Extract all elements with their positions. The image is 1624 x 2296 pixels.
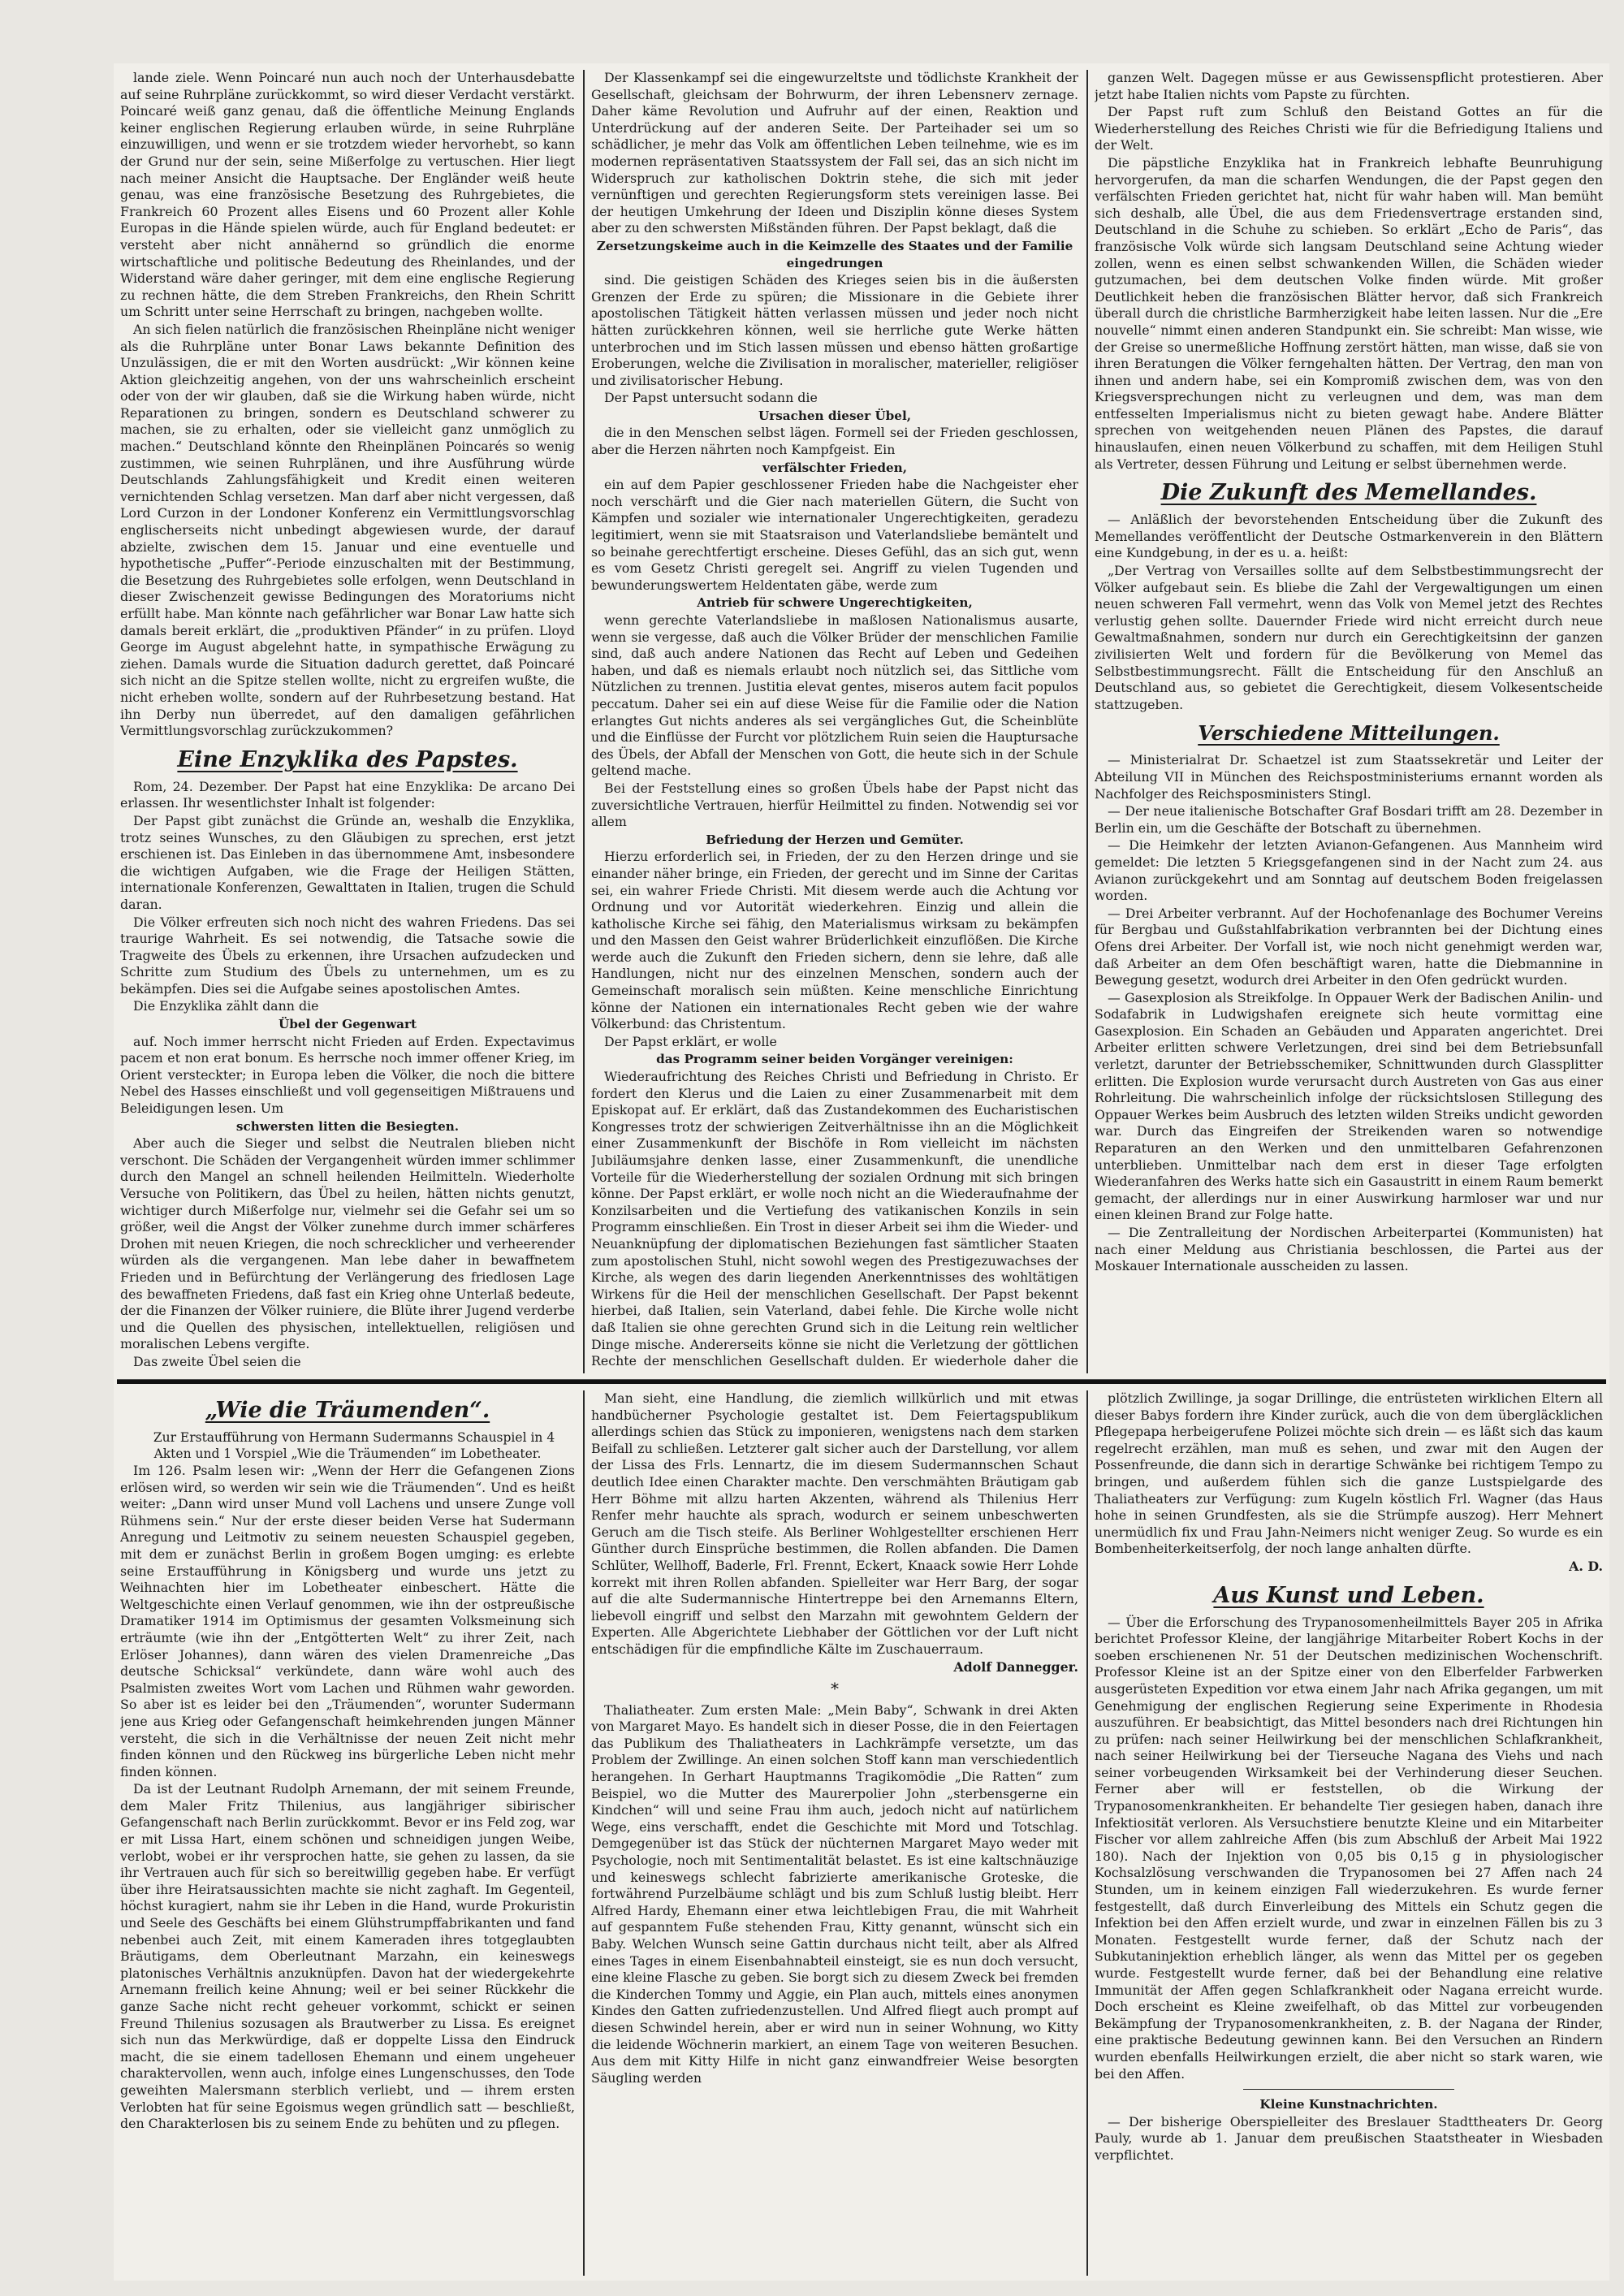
paragraph: — Über die Erforschung des Trypanosomenheilmittels Bayer 205 in Afrika berichtet Professor Kleine, der langjährige Mitarbeiter Robert Kochs in der soeben erschienenen Nr. 51 der Deutschen medizinischen Wochenschrift. Professor Kleine ist an der Spitze einer von den Elberfelder Farbwerken ausgerüsteten Expedition vor etwa einem Jahr nach Afrika gegangen, um mit Genehmigung der englischen Regierung seine Experimente in Rhodesia auszuführen. Er beabsichtigt, das Mittel besonders nach drei Richtungen hin zu prüfen: nach seiner Heilwirkung bei der menschlichen Schlafkrankheit, nach seiner Heilwirkung bei der Tierseuche Nagana des Viehs und nach seiner vorbeugenden Wirksamkeit bei der Verhinderung dieser Seuchen. Ferner aber will er feststellen, ob die Wirkung der Trypanosomenkrankheiten. Er behandelte Tier gesiegen haben, danach ihre Infektiosität verloren. Als Versuchstiere benutzte Kleine und ein Mitarbeiter Fischer vor allem zahlreiche Affen (bis zum Abschluß der Arbeit Mai 1922 180). Nach der Injektion von 0,05 bis 0,15 g in physiologischer Kochsalzlösung verschwanden die Trypanosomen bei 27 Affen nach 24 Stunden, um in keinem einzigen Fall wiederzukehren. Es wurde ferner festgestellt, daß durch Einverleibung des Mittels ein Schutz gegen die Infektion bei den Affen erzielt wurde, und zwar in einzelnen Fällen bis zu 3 Monaten. Festgestellt wurde ferner, daß der Schutz nach der Subkutaninjektion erheblich länger, als wenn das Mittel per os gegeben wurde. Festgestellt wurde ferner, daß bei der Behandlung eine relative Immunität der Affen gegen Schlafkrankheit oder Nagana erreicht wurde. Doch erscheint es Kleine zweifelhaft, ob das Mittel zur vorbeugenden Bekämpfung der Trypanosomenkrankheiten, z. B. der Nagana der Rinder, eine praktische Bedeutung gewinnen kann. Bei den Versuchen an Rindern wurden ebenfalls Heilwirkungen erzielt, die aber nicht so stark waren, wie bei den Affen. [1095,1614,1603,2082]
paragraph: Der Papst erklärt, er wolle [604,1033,777,1049]
subheading: Ursachen dieser Übel, [758,408,912,423]
column-rule [583,70,585,1373]
subheading: Kleine Kunstnachrichten. [1259,2097,1438,2112]
bottom-column-3 [1095,1390,1603,2276]
paragraph: — Die Heimkehr der letzten Avianon-Gefangenen. Aus Mannheim wird gemeldet: Die letzten 5 Kriegsgefangenen sind in der Nacht zum 24. aus Avianon zurückgekehrt und am Sonntag auf deutschem Boden freigelassen worden. [1095,837,1603,904]
paragraph: Der Papst gibt zunächst die Gründe an, weshalb die Enzyklika, trotz seines Wunsches, zu den Gläubigen zu sprechen, erst jetzt erschienen ist. Das Einleben in das übernommene Amt, insbesondere die wichtigen Aufgaben, wie die Frage der Heiligen Stätten, internationale Konferenzen, Gewalttaten in Italien, trugen die Schuld daran. [120,812,575,912]
paragraph: — Gasexplosion als Streikfolge. In Oppauer Werk der Badischen Anilin- und Sodafabrik in Ludwigshafen ereignete sich heute vormittag eine Gasexplosion. Ein Schaden an Gebäuden und Apparaten angerichtet. Drei Arbeiter erlitten schwere Verletzungen, drei sind bei dem Betriebsunfall verletzt, darunter der Betriebsschemiker, Schnittwunden durch Glassplitter erlitten. Die Explosion wurde verursacht durch Austreten von Gas aus einer Rohrleitung. Die wahrscheinlich infolge der rücksichtslosen Stillegung des Oppauer Werkes beim Ausbruch des letzten wilden Streiks undicht geworden war. Durch das Eingreifen der Streikenden waren so notwendige Reparaturen an den Werken und den unmittelbaren Gefahrenzonen unterblieben. Unmittelbar nach dem erst in dieser Tage erfolgten Wiederanfahren des Werks hatte sich ein Gasaustritt in einem Raum bemerkt gemacht, der allerdings nur in einer Auswirkung harmloser war und nur einen kleinen Brand zur Folge hatte. [1095,989,1603,1223]
newspaper-page [114,63,1609,2281]
author-signature: A. D. [1569,1558,1603,1574]
subheading: schwersten litten die Besiegten. [235,1118,460,1134]
subheading: verfälschter Frieden, [762,460,907,475]
paragraph: ein auf dem Papier geschlossener Frieden habe die Nachgeister eher noch verschärft und die Gier nach materiellen Gütern, die Sucht von Kämpfen und sozialer wie internationaler Ungerechtigkeiten, geradezu legitimiert, wenn sie mit Staatsraison und Vaterlandsliebe bemäntelt und so beinahe gerechtfertigt erscheine. Dieses Gefühl, das an sich gut, wenn es vom Gesetz Christi geregelt sei. Angriff zu vielen Tugenden und bewunderungswertem Heldentaten gäbe, werde zum [591,477,1078,593]
headline-mitteilungen: Verschiedene Mitteilungen. [1198,721,1500,746]
bottom-column-1 [120,1390,575,2276]
subheading: Zersetzungskeime auch in die Keimzelle des Staates und der Familie eingedrungen [596,238,1073,270]
subheading: Befriedung der Herzen und Gemüter. [706,832,964,847]
paragraph: sind. Die geistigen Schäden des Krieges seien bis in die äußersten Grenzen der Erde zu spüren; die Missionare in die Gebiete ihrer apostolischen Tätigkeit hätten verlassen müssen und jeder noch nicht hätten zurückkehren können, weil sie herrliche gute Werke hätten unterbrochen und im Stich lassen müssen und ebenso hätten großartige Eroberungen, welche die Zivilisation in moralischer, materieller, religiöser und zivilisatorischer Hebung. [591,272,1078,388]
paragraph: Das zweite Übel seien die [133,1353,301,1369]
column-rule [1086,1390,1088,2276]
paragraph: Der Papst ruft zum Schluß den Beistand Gottes an für die Wiederherstellung des Reiches Christi wie für die Befriedigung Italiens und der Welt. [1095,104,1603,153]
paragraph: An sich fielen natürlich die französischen Rheinpläne nicht weniger als die Ruhrpläne unter Bonar Laws bekannte Definition des Unzulässigen, die er mit den Worten ausdrückt: „Wir können keine Aktion gleichzeitig angehen, von der uns wahrscheinlich erscheint oder von der wir glauben, daß sie die Wirkung haben würde, nicht Reparationen zu bringen, sondern es Deutschland schwerer zu machen, sie zu erhalten, oder sie vielleicht ganz unmöglich zu machen.“ Deutschland könnte den Rheinplänen Poincarés so wenig zustimmen, wie seinen Ruhrplänen, und ihre Ausführung würde Deutschlands Zahlungsfähigkeit und Kredit einen weiteren vernichtenden Schlag versetzen. Man darf aber nicht vergessen, daß Lord Curzon in der Londoner Konferenz ein Vermittlungsvorschlag englischerseits nicht unbedingt abgewiesen wurde, der darauf abzielte, zwischen dem 15. Januar und eine eventuelle und hypothetische „Puffer“-Periode einzuschalten mit der Bestimmung, die Besetzung des Ruhrgebietes solle erfolgen, wenn Deutschland in dieser Zwischenzeit gewisse Bedingungen des Moratoriums nicht erfüllt habe. Man könnte nach gefährlicher war Bonar Law hatte sich damals bereit erklärt, die „produktiven Pfänder“ in zu prüfen. Lloyd George im August abgelehnt hatte, in sympathische Erwägung zu ziehen. Damals wurde die Situation dadurch gerettet, daß Poincaré sich nicht an die Spitze stellen wollte, nicht zu ergreifen wußte, die nicht erheben wollte, sondern auf der Ruhrbesetzung bestand. Hat ihn Derby nun überredet, auf den damaligen gefährlichen Vermittlungsvorschlag zurückzukommen? [120,321,575,739]
section-divider [117,1379,1606,1384]
separator-star: * [831,1679,839,1699]
paragraph: Aber auch die Sieger und selbst die Neutralen blieben nicht verschont. Die Schäden der Vergangenheit würden immer schlimmer durch den Mangel an schnell heilenden Heilmitteln. Wiederholte Versuche von Politikern, das Übel zu heilen, hätten nichts genutzt, wichtiger durch Mißerfolge nur, vielmehr sei die Gefahr sei um so größer, weil die Angst der Völker zunehme durch immer schärferes Drohen mit neuen Kriegen, die noch schrecklicher und verheerender würden als die vergangenen. Man lebe daher in bewaffnetem Frieden und in Befürchtung der Verlängerung des friedlosen Lage des bewaffneten Friedens, daß fast ein Krieg ohne Unterlaß bedeute, der die Finanzen der Völker ruiniere, die Blüte ihrer Jugend verderbe und die Quellen des physischen, intellektuellen, religiösen und moralischen Lebens vergifte. [120,1135,575,1352]
headline-memelland: Die Zukunft des Memellandes. [1160,480,1537,506]
headline-kunst-und-leben: Aus Kunst und Leben. [1213,1582,1484,1608]
paragraph: Da ist der Leutnant Rudolph Arnemann, der mit seinem Freunde, dem Maler Fritz Thilenius, aus langjähriger sibirischer Gefangenschaft nach Berlin zurückkommt. Bevor er ins Feld zog, war er mit Lissa Hart, einem schönen und schneidigen jungen Weibe, verlobt, wobei er ihr versprochen hatte, sie gehen zu lassen, da sie ihr Vertrauen auch für sich so bereitwillig gegeben habe. Er verfügt über ihre Heiratsaussichten machte sie nicht zaghaft. Im Gegenteil, höchst kuragiert, nahm sie ihr Leben in die Hand, wurde Prokuristin und Seele des Geschäfts bei einem Glühstrumpffabrikanten und fand nebenbei auch Zeit, mit einem Kameraden ihres totgeglaubten Bräutigams, dem Oberleutnant Marzahn, ein keineswegs platonisches Verhältnis anzuknüpfen. Davon hat der wiedergekehrte Arnemann freilich keine Ahnung; weil er bei seiner Rückkehr die ganze Sache nicht recht geheuer vorkommt, schickt er seinen Freund Thilenius sozusagen als Brautwerber zu Lissa. Es ereignet sich nun das Merkwürdige, daß er doppelte Lissa den Eindruck macht, die sie einem tadellosen Ehemann und einem ungeheuer charaktervollen, wenn auch, infolge eines Lungenschusses, den Tode geweihten Malersmann sterblich verliebt, und — ihrem ersten Verlobten hat für seine Egoismus wegen gründlich satt — beschließt, den Charakterlosen bis zu seinem Ende zu behüten und zu pflegen. [120,1781,575,2132]
paragraph: die in den Menschen selbst lägen. Formell sei der Frieden geschlossen, aber die Herzen nährten noch Kampfgeist. Ein [591,425,1078,458]
paragraph: Thaliatheater. Zum ersten Male: „Mein Baby“, Schwank in drei Akten von Margaret Mayo. Es handelt sich in dieser Posse, die in den Feiertagen das Publikum des Thaliatheaters in Lachkrämpfe versetzte, um das Problem der Zwillinge. An einen solchen Stoff kann man verschiedentlich herangehen. In Gerhart Hauptmanns Tragikomödie „Die Ratten“ zum Beispiel, wo die Mutter des Maurerpolier John „sterbensgerne ein Kindchen“ will und seine Frau ihm auch, jedoch nicht auf natürlichem Wege, eins verschafft, endet die Geschichte mit Mord und Totschlag. Demgegenüber ist das Stück der nüchternen Margaret Mayo weder mit Psychologie, noch mit Sentimentalität belastet. Es ist eine kaltschnäuzige und keineswegs schlecht fabrizierte amerikanische Groteske, die fortwährend Purzelbäume schlägt und bis zum Schluß lustig bleibt. Herr Alfred Hardy, Ehemann einer etwa leichtlebigen Frau, die mit Wahrheit auf gespanntem Fuße stehenden Frau, Kitty genannt, wünscht sich ein Baby. Welchen Wunsch seine Gattin durchaus nicht teilt, aber als Alfred eines Tages in einem Eisenbahnabteil einsteigt, sie es nun doch versucht, eine kleine Flasche zu geben. Sie borgt sich zu diesem Zweck bei fremden die Kinderchen Tommy und Aggie, ein Plan auch, mittels eines anonymen Kindes den Gatten zufriedenzustellen. Und Alfred fliegt auch prompt auf diesen Schwindel herein, aber er wird nun in seiner Wohnung, wo Kitty die leidende Wöchnerin markiert, an einem Tage von weiteren Besuchen. Aus dem mit Kitty Hilfe in nicht ganz einwandfreier Weise besorgten Säugling werden [591,1701,1078,2086]
bottom-column-2 [591,1390,1078,2276]
paragraph: „Der Vertrag von Versailles sollte auf dem Selbstbestimmungsrecht der Völker aufgebaut sein. Es bliebe die Zahl der Vergewaltigungen um einen neuen schweren Fall vermehrt, wenn das Volk von Memel jetzt des Rechtes verlustig gehen sollte. Dauernder Friede wird nicht erreicht durch neue Gewaltmaßnahmen, sondern nur durch ein Gerechtigkeitsinn der ganzen zivilisierten Welt und fordern für die Bevölkerung von Memel das Selbstbestimmungsrecht. Fällt die Entscheidung für den Anschluß an Deutschland aus, so gebietet die Gerechtigkeit, diesem Volkesentscheide stattzugeben. [1095,563,1603,712]
paragraph: Der Klassenkampf sei die eingewurzeltste und tödlichste Krankheit der Gesellschaft, gleichsam der Bohrwurm, der ihren Lebensnerv zernage. Daher käme Revolution und Aufruhr auf der einen, Reaktion und Unterdrückung auf der anderen Seite. Der Parteihader sei um so schädlicher, je mehr das Volk am öffentlichen Leben teilnehme, wie es im modernen repräsentativen Staatssystem der Fall sei, das an sich nicht im Widerspruch zur katholischen Doktrin stehe, die sich mit jeder vernünftigen und gerechten Regierungsform stets vereinigen lasse. Bei der heutigen Umkehrung der Ideen und Disziplin könne dieses System aber zu den schwersten Mißständen führen. Der Papst beklagt, daß die [591,70,1078,236]
paragraph: Man sieht, eine Handlung, die ziemlich willkürlich und mit etwas handbücherner Psychologie gestaltet ist. Dem Feiertagspublikum allerdings schien das Stück zu imponieren, wenigstens nach dem starken Beifall zu schließen. Letzterer galt sicher auch der Darstellung, vor allem der Lissa des Frls. Lennartz, die im diesem Sudermannschen Schaut deutlich Idee einen Charakter machte. Den verschmähten Bräutigam gab Herr Böhme mit allzu harten Akzenten, während als Thilenius Herr Renfer mehr hauchte als sprach, wodurch er seinem unbeschwerten Geruch am die Tisch steife. Als Berliner Wohlgestellter erschienen Herr Günther durch Einsprüche bestimmen, die Rollen abfanden. Die Damen Schlüter, Wellhoff, Baderle, Frl. Frennt, Eckert, Knaack sowie Herr Lohde korrekt mit ihren Rollen abfanden. Spielleiter war Herr Barg, der sogar auf die alte Sudermannische Hintertreppe bei den Arnemanns Eltern, liebevoll eingriff und selbst den Marzahn mit gewohntem Geldern der Experten. Alle Abgerichtete Liebhaber der Göttlichen vor der Luft nicht entschädigen für die empfindliche Kälte im Zuschauerraum. [591,1390,1078,1657]
paragraph: Die Völker erfreuten sich noch nicht des wahren Friedens. Das sei traurige Wahrheit. Es sei notwendig, die Tatsache sowie die Tragweite des Übels zu erkennen, ihre Ursachen aufzudecken und Schritte zum Studium des Übels zu unternehmen, um es zu bekämpfen. Dies sei die Aufgabe seines apostolischen Amtes. [120,914,575,997]
paragraph: — Der neue italienische Botschafter Graf Bosdari trifft am 28. Dezember in Berlin ein, um die Geschäfte der Botschaft zu übernehmen. [1095,803,1603,836]
paragraph: wenn gerechte Vaterlandsliebe in maßlosen Nationalismus ausarte, wenn sie vergesse, daß auch die Völker Brüder der menschlichen Familie sind, daß auch andere Nationen das Recht auf Leben und Gedeihen haben, und daß es niemals erlaubt noch nützlich sei, das Sittliche vom Nützlichen zu trennen. Justitia elevat gentes, miseros autem facit populos peccatum. Daher sei ein auf diese Weise für die Familie oder die Nation erlangtes Gut nichts anderes als sei vergängliches Gut, die Scheinblüte und die Einflüsse der Furcht vor plötzlichem Ruin seien die Hauptursache des Übels, der Abfall der Menschen von Gott, die heute sich in der Schule geltend mache. [591,612,1078,779]
subheading: das Programm seiner beiden Vorgänger vereinigen: [656,1052,1013,1067]
paragraph: Bei der Feststellung eines so großen Übels habe der Papst nicht das zuversichtliche Vertrauen, hierfür Heilmittel zu finden. Notwendig sei vor allem [591,780,1078,830]
short-rule [1243,2089,1454,2090]
paragraph: — Drei Arbeiter verbrannt. Auf der Hochofenanlage des Bochumer Vereins für Bergbau und Gußstahlfabrikation verbrannten bei der Dichtung eines Ofens drei Arbeiter. Der Vorfall ist, wie noch nicht genehmigt werden war, daß Arbeiter an dem Ofen beschäftigt waren, hatte die Diebmannine in Bewegung gesetzt, wodurch drei Arbeiter in den Ofen gedrückt wurden. [1095,905,1603,988]
column-rule [1086,70,1088,1373]
paragraph: Der Papst untersucht sodann die [604,390,818,406]
paragraph: Im 126. Psalm lesen wir: „Wenn der Herr die Gefangenen Zions erlösen wird, so werden wir sein wie die Träumenden“. Und es heißt weiter: „Dann wird unser Mund voll Lachens und unsere Zunge voll Rühmens sein.“ Nur der erste dieser beiden Verse hat Sudermann Anregung und Leitmotiv zu seinem neuesten Schauspiel gegeben, mit dem er zunächst Berlin in großem Bogen umging: es erlebte seine Erstaufführung in Königsberg und wurde uns jetzt zu Weihnachten hier im Lobetheater einbeschert. Hätte die Weltgeschichte einen Verlauf genommen, wie ihn der ostpreußische Dramatiker 1914 im Optimismus der gesamten Volksmeinung sich erträumte (wie ihn der „Entgötterten Welt“ zu ihrer Zeit, nach Erlöser Johannes), dann wären des vielen Dramenreiche „Das deutsche Schicksal“ verkündete, dann wäre wohl auch des Psalmisten zweites Wort vom Lachen und Rühmen wahr geworden. So aber ist es leider bei den „Träumenden“, worunter Sudermann jene aus Krieg oder Gefangenschaft heimkehrenden jungen Männer versteht, die sich in die Verhältnisse der neuen Zeit nicht mehr finden können und den Rückweg ins bürgerliche Leben nicht mehr finden können. [120,1463,575,1779]
headline-encyclical: Eine Enzyklika des Papstes. [177,746,518,772]
article-intro: Zur Erstaufführung von Hermann Sudermanns Schauspiel in 4 Akten und 1 Vorspiel „Wie die Träumenden“ im Lobetheater. [153,1430,555,1461]
headline-traeumenden: „Wie die Träumenden“. [205,1398,490,1423]
paragraph: Hierzu erforderlich sei, in Frieden, der zu den Herzen dringe und sie einander näher bringe, ein Frieden, der gerecht und im Sinne der Caritas sei, ein wahrer Friede Christi. Mit diesem werde auch die Achtung vor Ordnung und vor Autorität wiederkehren. Einzig und allein die katholische Kirche sei fähig, den Materialismus wirksam zu bekämpfen und den Massen den Geist wahrer Brüderlichkeit einzuflößen. Die Kirche werde auch die Zukunft den Frieden sichern, denn sie lehre, daß alle Handlungen, nicht nur des einzelnen Menschen, sondern auch der Gemeinschaft moralisch sein müßten. Keine menschliche Einrichtung könne der Nationen ein internationales Recht geben wie der wahre Völkerbund: das Christentum. [591,849,1078,1032]
subheading: Übel der Gegenwart [278,1017,417,1032]
paragraph: plötzlich Zwillinge, ja sogar Drillinge, die entrüsteten wirklichen Eltern all dieser Babys fordern ihre Kinder zurück, auch die von dem übergläcklichen Pflegepapa herbeigerufene Polizei möchte sich drein — es läßt sich das kaum regelrecht erzählen, man muß es sehen, und zwar mit den Augen der Possenfreunde, die dann sich in derartige Schwänke bei richtigem Tempo zu bringen, und außerdem fühlen sich die ganze Lustspielgarde des Thaliatheaters zur Verfügung: zum Kugeln köstlich Frl. Wagner (das Haus hohe in seinen Grundfesten, als sie die Strümpfe auszog). Herr Mehnert unermüdlich fix und Frau Jahn-Neimers nicht weniger Zeug. So wurde es ein Bombenheiterkeitserfolg, der noch lange anhalten dürfte. [1095,1390,1603,1557]
paragraph: Die päpstliche Enzyklika hat in Frankreich lebhafte Beunruhigung hervorgerufen, da man die scharfen Wendungen, die der Papst gegen den verfälschten Frieden gerichtet hat, nicht für wahr haben will. Man bemüht sich deshalb, alle Übel, die aus dem Friedensvertrage erstanden sind, Deutschland in die Schuhe zu schieben. So erklärt „Echo de Paris“, das französische Volk würde sich langsam Deutschland seine Achtung wieder zollen, wenn es einen selbst schwankenden Willen, die Schäden wieder gutzumachen, bei dem deutschen Volke finden würde. Mit großer Deutlichkeit heben die französischen Blätter hervor, daß sich Frankreich überall durch die christliche Barmherzigkeit habe leiten lassen. Nur die „Ere nouvelle“ nimmt einen anderen Standpunkt ein. Sie schreibt: Man wisse, wie der Greise so unermeßliche Hoffnung zerstört hätten, man wisse, daß sie von ihren Beratungen die Völker ferngehalten hätten. Der Vertrag, den man von ihnen und andern habe, sei ein Kompromiß zwischen dem, was von den Kriegsversprechungen nicht zu verleugnen und dem, was man dem entfesselten Imperialismus nicht zu bieten gewagt habe. Andere Blätter sprechen von weitgehenden neuen Plänen des Papstes, die darauf hinauslaufen, einen neuen Völkerbund zu schaffen, mit dem Heiligen Stuhl als Vertreter, dessen Führung und Leitung er selbst übernehmen werde. [1095,154,1603,472]
paragraph: ganzen Welt. Dagegen müsse er aus Gewissenspflicht protestieren. Aber jetzt habe Italien nichts vom Papste zu fürchten. [1095,70,1603,102]
paragraph: — Der bisherige Oberspielleiter des Breslauer Stadttheaters Dr. Georg Pauly, wurde ab 1. Januar dem preußischen Staatstheater in Wiesbaden verpflichtet. [1095,2113,1603,2163]
paragraph: Die Enzyklika zählt dann die [133,998,319,1014]
paragraph: — Die Zentralleitung der Nordischen Arbeiterpartei (Kommunisten) hat nach einer Meldung aus Christiania beschlossen, die Partei aus der Moskauer Internationale ausscheiden zu lassen. [1095,1225,1603,1274]
top-column-3 [1095,70,1603,1369]
paragraph: lande ziele. Wenn Poincaré nun auch noch der Unterhausdebatte auf seine Ruhrpläne zurückkommt, so wird dieser Verdacht verstärkt. Poincaré weiß ganz genau, daß die öffentliche Meinung Englands keiner englischen Regierung erlauben würde, in seine Ruhrpläne einzuwilligen, und wenn er sie trotzdem wieder hervorhebt, so kann der Grund nur der sein, seine Mißerfolge zu vertuschen. Hier liegt nach meiner Ansicht die Hauptsache. Der Engländer weiß heute genau, was eine französische Besetzung des Ruhrgebietes, die Frankreich 60 Prozent alles Eisens und 60 Prozent aller Kohle Europas in die Hände spielen würde, auch für England bedeutet: er versteht aber nicht annähernd so gründlich die enorme wirtschaftliche und politische Bedeutung des Rheinlandes, und der Widerstand wäre daher geringer, mit dem eine englische Regierung zu rechnen hätte, die dem Streben Frankreichs, den Rhein Schritt um Schritt unter seine Herrschaft zu bringen, nachgeben wollte. [120,70,575,320]
author-signature: Adolf Dannegger. [953,1658,1078,1675]
top-column-1 [120,70,575,1369]
paragraph: Wiederaufrichtung des Reiches Christi und Befriedung in Christo. Er fordert den Klerus und die Laien zu einer Zusammenarbeit mit dem Episkopat auf. Er erklärt, daß das Zustandekommen des Eucharistischen Kongresses trotz der schwierigen Zeitverhältnisse ihn an die Möglichkeit einer Zusammenkunft der Bischöfe in Rom vielleicht im nächsten Jubiläumsjahre denken lasse, einer Zusammenkunft, die unendliche Vorteile für die Wiederherstellung der sozialen Ordnung mit sich bringen könne. Der Papst erklärt, er wolle noch nicht an die Wiederaufnahme der Konzilsarbeiten und die Vertiefung des vatikanischen Konzils in sein Programm einschließen. Ein Trost in dieser Arbeit sei ihm die Wieder- und Neuanknüpfung der diplomatischen Beziehungen fast sämtlicher Staaten zum apostolischen Stuhl, nicht sowohl wegen des Prestigezuwachses der Kirche, als wegen des darin liegenden Anerkenntnisses des wohltätigen Wirkens für die Heil der menschlichen Gesellschaft. Der Papst bekennt hierbei, daß Italien, sein Vaterland, dabei fehle. Die Kirche wolle nicht daß Italien sie ohne gerechten Grund sich in die Leitung rein weltlicher Dinge mische. Andererseits könne sie nicht die Verletzung der göttlichen Rechte der menschlichen Gesellschaft dulden. Er wiederhole daher die [591,1069,1078,1369]
column-rule [583,1390,585,2276]
subheading: Antrieb für schwere Ungerechtigkeiten, [697,595,973,611]
paragraph: auf. Noch immer herrscht nicht Frieden auf Erden. Expectavimus pacem et non erat bonum. Es herrsche noch immer offener Krieg, im Orient versteckter; in Europa leben die Völker, die noch die bittere Nebel des Hasses einschließt und voll gegenseitigen Mißtrauens und Beleidigungen lesen. Um [120,1033,575,1117]
paragraph: Rom, 24. Dezember. Der Papst hat eine Enzyklika: De arcano Dei erlassen. Ihr wesentlichster Inhalt ist folgender: [120,778,575,811]
top-column-2 [591,70,1078,1369]
paragraph: — Ministerialrat Dr. Schaetzel ist zum Staatssekretär und Leiter der Abteilung VII in München des Reichspostministeriums ernannt worden als Nachfolger des Reichsposministers Stingl. [1095,752,1603,802]
paragraph: — Anläßlich der bevorstehenden Entscheidung über die Zukunft des Memellandes veröffentlicht der Deutsche Ostmarkenverein in den Blättern eine Kundgebung, in der es u. a. heißt: [1095,512,1603,561]
